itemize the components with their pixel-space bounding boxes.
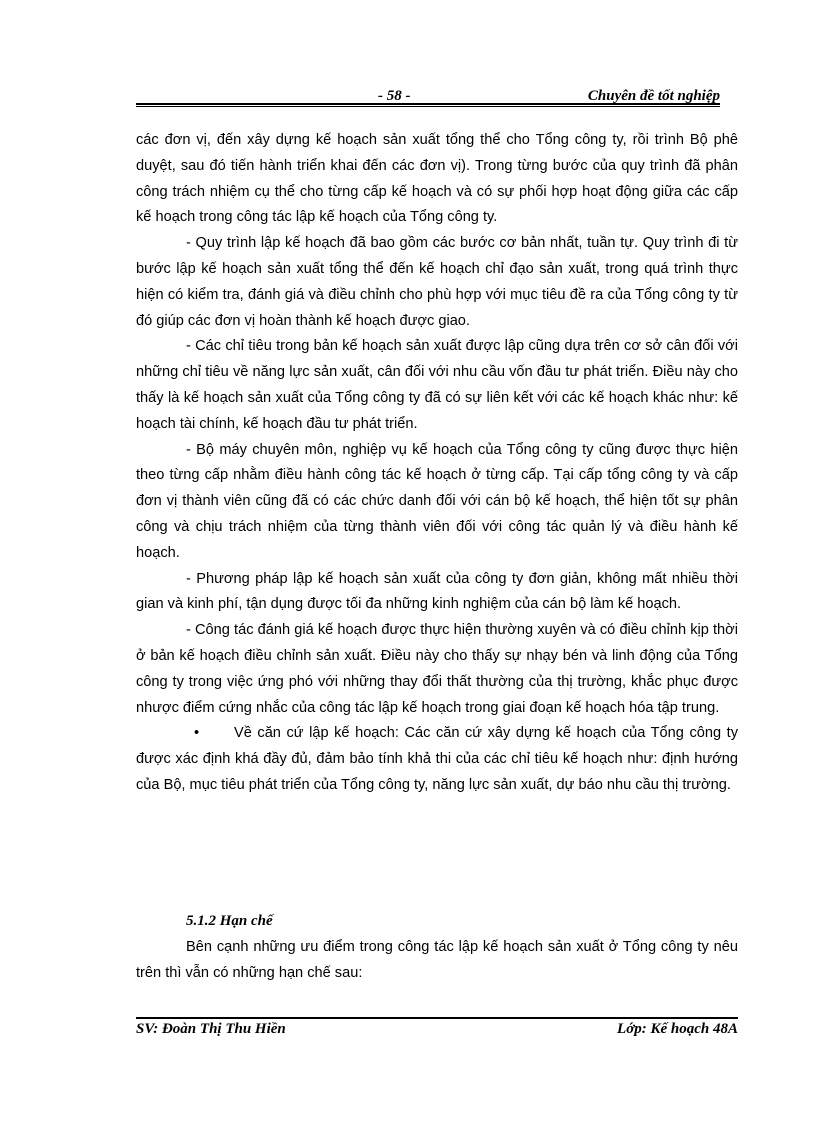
page-number: - 58 -: [378, 88, 411, 104]
bullet-icon: •: [194, 725, 200, 742]
footer-student: SV: Đoàn Thị Thu Hiền: [136, 1021, 286, 1037]
footer-class: Lớp: Kế hoạch 48A: [617, 1021, 738, 1037]
section-body: [136, 934, 738, 986]
header-rule: [136, 103, 720, 105]
footer-rule: [136, 1017, 738, 1019]
paragraph: - Công tác đánh giá kế hoạch được thực hiện thường xuyên và có điều chỉnh kịp thời ở bản kế hoạch điều chỉnh sản xuất. Điều này cho thấy sự nhạy bén và linh động của Tổng công ty trong việc ứng phó với những thay đổi thất thường của thị trường, khắc phục được nhược điểm cứng nhắc của công tác lập kế hoạch trong giai đoạn kế hoạch hóa tập trung.: [136, 622, 738, 716]
paragraph: - Các chỉ tiêu trong bản kế hoạch sản xuất được lập cũng dựa trên cơ sở cân đối với những chỉ tiêu về năng lực sản xuất, cân đối với nhu cầu vốn đầu tư phát triển. Điều này cho thấy là kế hoạch sản xuất của Tổng công ty đã có sự liên kết với các kế hoạch khác như: kế hoạch tài chính, kế hoạch đầu tư phát triển.: [136, 338, 738, 432]
paragraph: - Bộ máy chuyên môn, nghiệp vụ kế hoạch của Tổng công ty cũng được thực hiện theo từng cấp nhằm điều hành công tác kế hoạch ở từng cấp. Tại cấp tổng công ty và cấp đơn vị thành viên cũng đã có các chức danh đối với cán bộ kế hoạch, thể hiện tốt sự phân công và chịu trách nhiệm của từng thành viên đối với công tác quản lý và điều hành kế hoạch.: [136, 441, 738, 561]
bullet-paragraph: [136, 721, 738, 798]
paragraph-continuation: các đơn vị, đến xây dựng kế hoạch sản xuất tổng thể cho Tổng công ty, rồi trình Bộ phê duyệt, sau đó tiến hành triển khai đến các đơn vị). Trong từng bước của quy trình đã phân công trách nhiệm cụ thể cho từng cấp kế hoạch và có sự phối hợp hoạt động giữa các cấp kế hoạch trong công tác lập kế hoạch của Tổng công ty.: [136, 132, 738, 226]
body-text: [136, 128, 738, 799]
header-rule-thin: [136, 106, 720, 107]
section-heading: 5.1.2 Hạn chế: [186, 913, 273, 929]
bullet-text: Về căn cứ lập kế hoạch: Các căn cứ xây dựng kế hoạch của Tổng công ty được xác định khá đầy đủ, đảm bảo tính khả thi của các chỉ tiêu kế hoạch như: định hướng của Bộ, mục tiêu phát triển của Tổng công ty, năng lực sản xuất, dự báo nhu cầu thị trường.: [136, 725, 738, 793]
paragraph: - Quy trình lập kế hoạch đã bao gồm các bước cơ bản nhất, tuần tự. Quy trình đi từ bước lập kế hoạch sản xuất tổng thể đến kế hoạch chỉ đạo sản xuất, trong quá trình thực hiện có kiểm tra, đánh giá và điều chỉnh cho phù hợp với mục tiêu đề ra của Tổng công ty từ đó giúp các đơn vị hoàn thành kế hoạch được giao.: [136, 235, 738, 329]
header-title: Chuyên đề tốt nghiệp: [587, 88, 720, 104]
paragraph: - Phương pháp lập kế hoạch sản xuất của công ty đơn giản, không mất nhiều thời gian và kinh phí, tận dụng được tối đa những kinh nghiệm của cán bộ làm kế hoạch.: [136, 570, 738, 613]
page-footer: [136, 1021, 738, 1041]
paragraph: Bên cạnh những ưu điểm trong công tác lập kế hoạch sản xuất ở Tổng công ty nêu trên thì vẫn có những hạn chế sau:: [136, 939, 738, 981]
